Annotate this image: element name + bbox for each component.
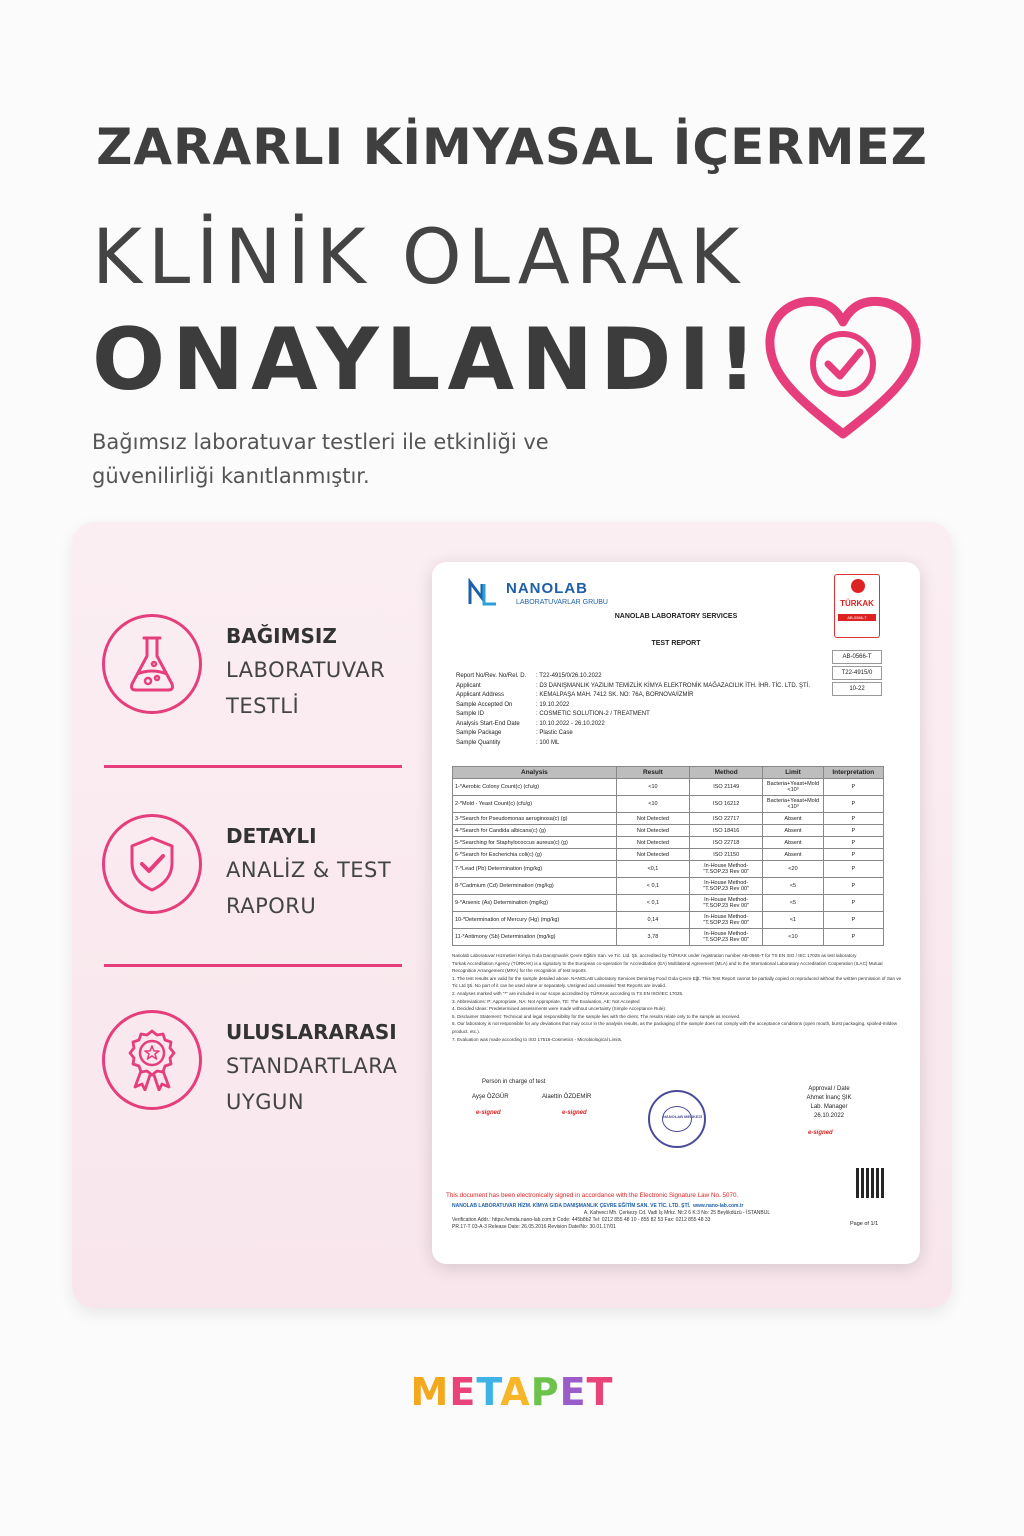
column-header: Method: [690, 767, 763, 779]
table-cell: <1: [763, 912, 823, 929]
report-note: Nanolab Laboratuvar Hizmetleri Kimya Gıda Danışmanlık Çevre Eğitim San. ve Tic. Ltd. Şti. accredited by TÜRKAK under registration number AB-0566-T for TS EN ISO / IEC 17025 as test laboratory: [452, 953, 857, 958]
meta-key: Sample ID: [456, 711, 485, 717]
table-cell: P: [823, 929, 883, 946]
table-cell: P: [823, 796, 883, 813]
divider: [104, 765, 402, 768]
table-row: [453, 813, 884, 825]
test-report-document: [432, 562, 920, 1264]
table-cell: ISO 16212: [690, 796, 763, 813]
approver-role: Lab. Manager: [810, 1104, 848, 1110]
table-cell: In-House Method-"T.SOP.23 Rev 00": [690, 895, 763, 912]
report-note: Türkak Accreditation Agency (TÜRKAK) is a signatory to the European co-operation for Accreditation (EA) Multilateral Agreement (MLA) and to the International Laboratory Accreditation Cooperation (ILAC) Mutual Recognition Arrangement (MRA) for the recognition of test reports: [452, 960, 883, 974]
table-cell: <0,1: [616, 861, 689, 878]
lab-seal-stamp: [648, 1090, 706, 1148]
footer-address: A. Kahveci Mh. Çerkezy Cd. Vadi İş Mrkz. Nt:2 6 K:3 No: 25 Beylikdüzü - İSTANBUL: [583, 1210, 771, 1216]
feature-line: TESTLİ: [226, 694, 300, 718]
table-cell: Not Detected: [616, 837, 689, 849]
feature-line: STANDARTLARA: [226, 1054, 398, 1078]
approval-label: Approval / Date: [808, 1086, 850, 1092]
table-cell: Absent: [763, 813, 823, 825]
e-signature-notice: This document has been electronically signed in accordance with the Electronic Signature Law No. 5070.: [446, 1192, 739, 1199]
meta-value: : 19.10.2022: [536, 701, 570, 708]
meta-value: : T22-4915/0/26.10.2022: [536, 673, 602, 679]
e-signed-mark: e-signed: [476, 1110, 501, 1116]
table-cell: ISO 21149: [690, 779, 763, 796]
table-cell: P: [823, 813, 883, 825]
table-cell: 4-*Search for Candida albicans(c) (g): [453, 825, 617, 837]
report-note: 1. The test results are valid for the sample detailed above. NANOLAB Laboratory Services Demirtaş Food Gıda Çevre Eğt. This Test Report cannot be partially copied or reproduced without the written permission of San ve Tic Ltd Şti. No part of it can be used alone or separately. Unsigned and unsealed Test Reports are invalid.: [452, 975, 902, 989]
headline-no-chemicals: ZARARLI KİMYASAL İÇERMEZ: [96, 118, 928, 176]
turkak-accreditation-mark: [834, 574, 880, 638]
table-cell: In-House Method-"T.SOP.23 Rev 00": [690, 912, 763, 929]
qr-code-icon: [856, 1168, 886, 1198]
brand-letter: T: [476, 1370, 501, 1414]
table-cell: ISO 22718: [690, 837, 763, 849]
table-cell: In-House Method-"T.SOP.23 Rev 00": [690, 929, 763, 946]
signer-name: Ayşe ÖZGÜR: [472, 1094, 509, 1100]
report-logo-sub: LABORATUVARLAR GRUBU: [516, 599, 608, 606]
brand-letter: E: [449, 1370, 477, 1414]
feature-independent-lab: [102, 614, 412, 764]
table-cell: 10-*Determination of Mercury (Hg) (mg/kg): [453, 912, 617, 929]
feature-title: BAĞIMSIZ: [226, 624, 337, 648]
footer-form: PR.17-T 03-A-3 Release Date: 26.05.2016 Revision Date/No: 30.01.17/01: [452, 1224, 616, 1230]
report-codes: [832, 650, 882, 698]
metapet-logo: [0, 1370, 1024, 1414]
report-note: 2. Analyses marked with "*" are included in our scope accredited by TÜRKAK according to TS EN ISO/IEC 17025.: [452, 990, 684, 996]
report-notes: [452, 952, 902, 1043]
table-cell: 9-*Arsenic (As) Determination (mg/kg): [453, 895, 617, 912]
table-cell: 0,14: [616, 912, 689, 929]
table-cell: <20: [763, 861, 823, 878]
report-meta: [456, 672, 810, 748]
feature-title: ULUSLARARASI: [226, 1020, 397, 1044]
table-cell: <10: [616, 779, 689, 796]
table-row: [453, 779, 884, 796]
meta-key: Sample Quantity: [456, 739, 501, 746]
table-cell: ISO 18416: [690, 825, 763, 837]
meta-value: : D3 DANIŞMANLIK YAZILIM TEMİZLİK KİMYA ELEKTRONİK MAĞAZACILIK İTH. İHR. TİC. LTD. ŞTİ.: [536, 682, 811, 689]
report-heading: TEST REPORT: [651, 640, 701, 647]
table-cell: <10: [763, 929, 823, 946]
table-cell: <5: [763, 895, 823, 912]
report-note: 7. Evaluation was made according to ISO 17516-Cosmetics - Microbiological Limits.: [452, 1036, 623, 1042]
headline-clinically: KLİNİK OLARAK: [92, 212, 746, 301]
report-logo-name: NANOLAB: [506, 580, 588, 597]
table-cell: Absent: [763, 849, 823, 861]
feature-line: LABORATUVAR: [226, 658, 386, 682]
table-cell: ISO 22717: [690, 813, 763, 825]
column-header: Analysis: [453, 767, 617, 779]
meta-key: Analysis Start-End Date: [456, 720, 520, 727]
table-cell: < 0,1: [616, 878, 689, 895]
table-row: [453, 895, 884, 912]
report-footer: [452, 1203, 902, 1231]
table-row: [453, 825, 884, 837]
meta-value: : KEMALPAŞA MAH. 7412 SK. NO: 76A, BORNOVA/İZMİR: [536, 692, 694, 698]
meta-key: Applicant: [456, 682, 481, 689]
meta-value: : COSMETIC SOLUTION-2 / TREATMENT: [536, 711, 650, 717]
brand-letter: M: [410, 1370, 450, 1414]
table-cell: P: [823, 779, 883, 796]
meta-key: Report No/Rev. No/Rel. D.: [456, 673, 527, 679]
table-cell: In-House Method-"T.SOP.23 Rev 00": [690, 861, 763, 878]
column-header: Interpretation: [823, 767, 883, 779]
table-cell: Absent: [763, 837, 823, 849]
report-note: 4. Decided Ideas: Predetermined assessments were made without uncertainty (Simple Acceptance Rule).: [452, 1006, 667, 1012]
footer-verify: Verification Addr.: https://emda.nano-lab.com.tr Code: 445b8b2 Tel: 0212 855 48 10 - 855 82 53 Fax: 0212 855 48 33: [452, 1217, 711, 1223]
meta-key: Applicant Address: [456, 692, 505, 698]
table-cell: 2-*Mold - Yeast Count(c) (cfu/g): [453, 796, 617, 813]
table-row: [453, 912, 884, 929]
page-indicator: Page of 1/1: [850, 1221, 879, 1227]
award-badge-icon: [102, 1010, 202, 1110]
table-cell: ISO 21150: [690, 849, 763, 861]
report-code: 10-22: [832, 682, 882, 696]
e-signed-mark: e-signed: [808, 1130, 833, 1136]
feature-line: RAPORU: [226, 894, 317, 918]
feature-title: DETAYLI: [226, 824, 317, 848]
table-cell: P: [823, 837, 883, 849]
table-cell: <10: [616, 796, 689, 813]
table-cell: 5-*Searching for Staphylococcus aureus(c) (g): [453, 837, 617, 849]
meta-key: Sample Package: [456, 730, 502, 736]
table-row: [453, 861, 884, 878]
table-row: [453, 929, 884, 946]
brand-letter: T: [586, 1370, 614, 1414]
brand-letter: E: [559, 1370, 587, 1414]
table-cell: Bacteria+Yeast+Mold <10³: [763, 796, 823, 813]
report-note: 3. Abbreviations: P: Appropriate, NA: Not Appropriate, TE: The Evaluation, AE: Not Accepted: [452, 998, 640, 1004]
column-header: Limit: [763, 767, 823, 779]
meta-value: : 10.10.2022 - 26.10.2022: [536, 720, 605, 727]
table-cell: 8-*Cadmium (Cd) Determination (mg/kg): [453, 878, 617, 895]
table-cell: P: [823, 861, 883, 878]
table-cell: Not Detected: [616, 825, 689, 837]
table-cell: 6-*Search for Escherichia coli(c) (g): [453, 849, 617, 861]
nanolab-logo-icon: [466, 578, 500, 608]
column-header: Result: [616, 767, 689, 779]
meta-value: : Plastic Case: [536, 730, 573, 736]
feature-line: UYGUN: [226, 1090, 305, 1114]
report-note: 6. Our laboratory is not responsible for any deviations that may occur in the analysis results, as the packaging of the sample does not comply with the acceptance conditions (open mouth, burst packaging, spoiled-mildew product, etc.).: [452, 1021, 898, 1034]
heart-check-icon: [758, 284, 928, 454]
headline-approved: ONAYLANDI!: [92, 310, 764, 410]
table-cell: 7-*Lead (Pb) Determination (mg/kg): [453, 861, 617, 878]
turkak-label: TÜRKAK: [840, 599, 874, 608]
table-cell: Absent: [763, 825, 823, 837]
footer-web: www.nano-lab.com.tr: [693, 1203, 744, 1209]
table-cell: Not Detected: [616, 813, 689, 825]
table-cell: P: [823, 895, 883, 912]
stamp-text: NANOLAB MERKEZİ: [662, 1106, 692, 1132]
report-note: 5. Disclaimer Statement: Technical and legal responsibility for the sample lies with the client. The results relate only to the sample as received.: [452, 1013, 741, 1019]
turkak-code: AB-0566-T: [838, 614, 876, 621]
table-cell: P: [823, 912, 883, 929]
flask-icon: [102, 614, 202, 714]
table-row: [453, 796, 884, 813]
brand-letter: P: [530, 1370, 560, 1414]
results-table: [452, 766, 884, 946]
table-row: [453, 837, 884, 849]
meta-value: : 100 ML: [536, 739, 560, 746]
table-cell: 3-*Search for Pseudomonas aeruginosa(c) (g): [453, 813, 617, 825]
report-code: T22-4915/0: [832, 666, 882, 680]
table-cell: <5: [763, 878, 823, 895]
table-cell: Not Detected: [616, 849, 689, 861]
flag-icon: [851, 579, 865, 593]
e-signed-mark: e-signed: [562, 1110, 587, 1116]
person-in-charge-label: Person in charge of test: [482, 1079, 546, 1085]
table-cell: Bacteria+Yeast+Mold <10³: [763, 779, 823, 796]
feature-international-standards: [102, 1010, 412, 1160]
table-row: [453, 849, 884, 861]
table-cell: 1-*Aerobic Colony Count(c) (cfu/g): [453, 779, 617, 796]
footer-company: NANOLAB LABORATUVAR HİZM. KİMYA GIDA DANIŞMANLIK ÇEVRE EĞİTİM SAN. VE TİC. LTD. ŞTİ.: [452, 1203, 691, 1209]
divider: [104, 964, 402, 967]
table-row: [453, 878, 884, 895]
feature-detailed-report: [102, 814, 412, 964]
approver-name: Ahmet İnanç ŞIK: [806, 1095, 852, 1101]
signer-name: Alaettin ÖZDEMİR: [542, 1094, 592, 1100]
table-cell: P: [823, 825, 883, 837]
feature-line: ANALİZ & TEST: [226, 858, 392, 882]
shield-check-icon: [102, 814, 202, 914]
table-cell: In-House Method-"T.SOP.23 Rev 00": [690, 878, 763, 895]
table-cell: P: [823, 849, 883, 861]
table-cell: < 0,1: [616, 895, 689, 912]
subtitle: Bağımsız laboratuvar testleri ile etkinliği ve güvenilirliği kanıtlanmıştır.: [92, 430, 549, 488]
table-cell: 3,78: [616, 929, 689, 946]
approval-date: 26.10.2022: [813, 1113, 845, 1119]
table-cell: 11-*Antimony (Sb) Determination (mg/kg): [453, 929, 617, 946]
report-lab-title: NANOLAB LABORATORY SERVICES: [614, 613, 738, 620]
brand-letter: A: [500, 1370, 531, 1414]
report-code: AB-0566-T: [832, 650, 882, 664]
table-cell: P: [823, 878, 883, 895]
meta-key: Sample Accepted On: [456, 701, 513, 708]
